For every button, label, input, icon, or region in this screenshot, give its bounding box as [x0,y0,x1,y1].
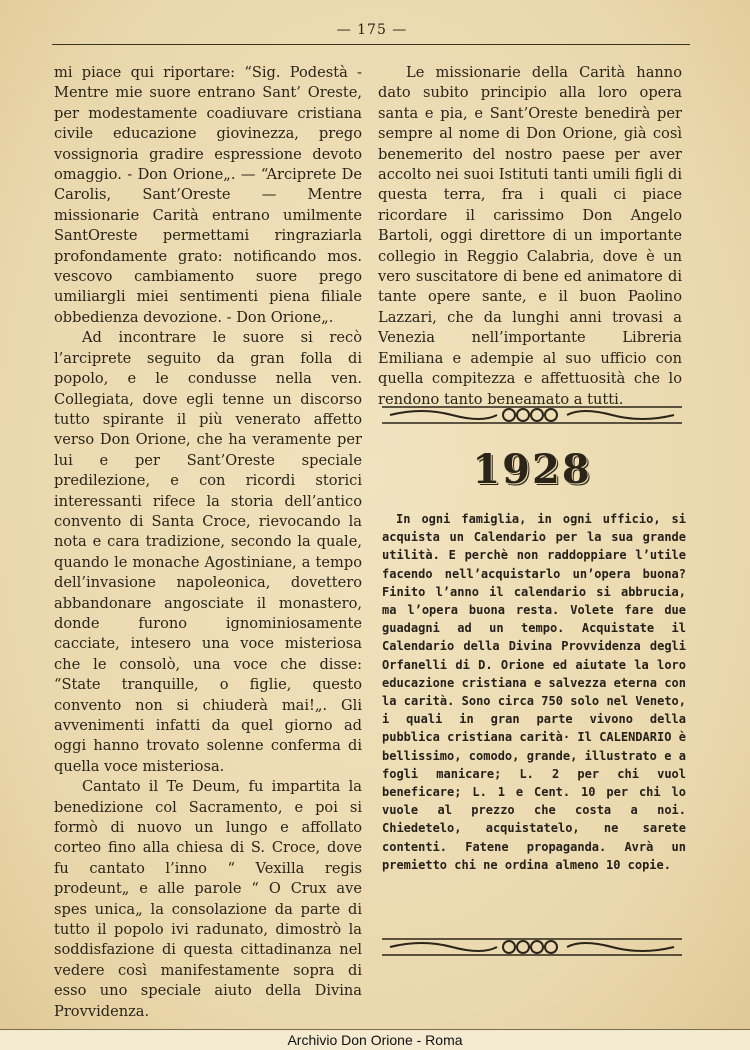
ornament-divider-bottom [382,936,682,958]
ad-text: In ogni famiglia, in ogni ufficio, si acquista un Calendario per la sua grande utilità. E perchè non raddoppiare l’utile facendo nell’acquistarlo un’opera buona? Finito l’anno il calendario si abbrucia, ma l’opera buona resta. Volete fare due guadagni ad un tempo. Acquistate il Calendario della Divina Provvidenza degli Orfanelli di D. Orione ed aiutate la loro educazione cristiana e salvezza eterna con la carità. Sono circa 750 solo nel Veneto, i quali in gran parte vivono della pubblica cristiana carità· Il CALENDARIO è bellissimo, comodo, grande, illustrato e a fogli manicare; L. 2 per chi vuol beneficare; L. 1 e Cent. 10 per chi lo vuole al prezzo che costa a noi. Chiedetelo, acquistatelo, ne sarete contenti. Fatene propaganda. Avrà un premietto chi ne ordina almeno 10 copie. [382,512,686,872]
left-paragraph-3: Cantato il Te Deum, fu impartita la benedizione col Sacramento, e poi si formò di nuovo un lungo e affollato corteo fino alla chiesa di S. Croce, dove fu cantato l’inno “ Vexilla regis prodeunt„ e alle parole “ O Crux ave spes unica„ la consolazione da parte di tutto il popolo ivi radunato, dimostrò la soddisfazione di questa cittadinanza nel vedere così manifestamente sopra di esso uno speciale aiuto della Divina Provvidenza. [54,778,362,1020]
ad-year-heading: 1928 [472,446,592,493]
page-number: — 175 — [336,22,408,38]
calendar-advertisement [382,510,686,874]
left-paragraph-2: Ad incontrare le suore si recò l’arciprete seguito da gran folla di popolo, e le condusse nella ven. Collegiata, dove egli tenne un discorso tutto spirante il più venerato affetto verso Don Orione, che ha veramente per lui e per Sant’Oreste speciale predilezione, e con ricordi storici interessanti rifece la storia dell’antico convento di Santa Croce, rievocando la nota e cara tradizione, secondo la quale, quando le monache Agostiniane, a tempo dell’invasione napoleonica, dovettero abbandonare angosciate il monastero, donde furono ignominiosamente cacciate, intesero una voce misteriosa che le consolò, una voce che disse: “State tranquille, o figlie, questo convento non si chiuderà mai!„. Gli avvenimenti infatti da quel giorno ad oggi hanno trovato solenne conferma di quella voce misteriosa. [54,329,362,775]
archive-footer: Archivio Don Orione - Roma [0,1030,750,1050]
header-rule [52,44,690,45]
right-column [378,63,682,410]
left-column [54,63,362,1022]
left-paragraph-1: mi piace qui riportare: “Sig. Podestà - Mentre mie suore entrano Sant’ Oreste, per modestamente coadiuvare cristiana civile educazione giovinezza, prego vossignoria gradire espressione devoto omaggio. - Don Orione„. — “Arciprete De Carolis, Sant’Oreste — Mentre missionarie Carità entrano umilmente SantOreste permettami ringraziarla profondamente grato: notificando mos. vescovo cambiamento suore prego umiliargli miei sentimenti piena filiale obbedienza devozione. - Don Orione„. [54,64,362,326]
right-paragraph-1: Le missionarie della Carità hanno dato subito principio alla loro opera santa e pia, e Sant’Oreste benedirà per sempre al nome di Don Orione, già così benemerito del nostro paese per aver accolto nei suoi Istituti tanti umili figli di questa terra, fra i quali ci piace ricordare il carissimo Don Angelo Bartoli, oggi direttore di un importante collegio in Reggio Calabria, dove è un vero suscitatore di bene ed animatore di tante opere sante, e il buon Paolino Lazzari, che da lunghi anni trovasi a Venezia nell’importante Libreria Emiliana e adempie al suo ufficio con quella compitezza e affettuosità che lo rendono tanto beneamato a tutti. [378,64,682,408]
ornament-divider-top [382,404,682,426]
